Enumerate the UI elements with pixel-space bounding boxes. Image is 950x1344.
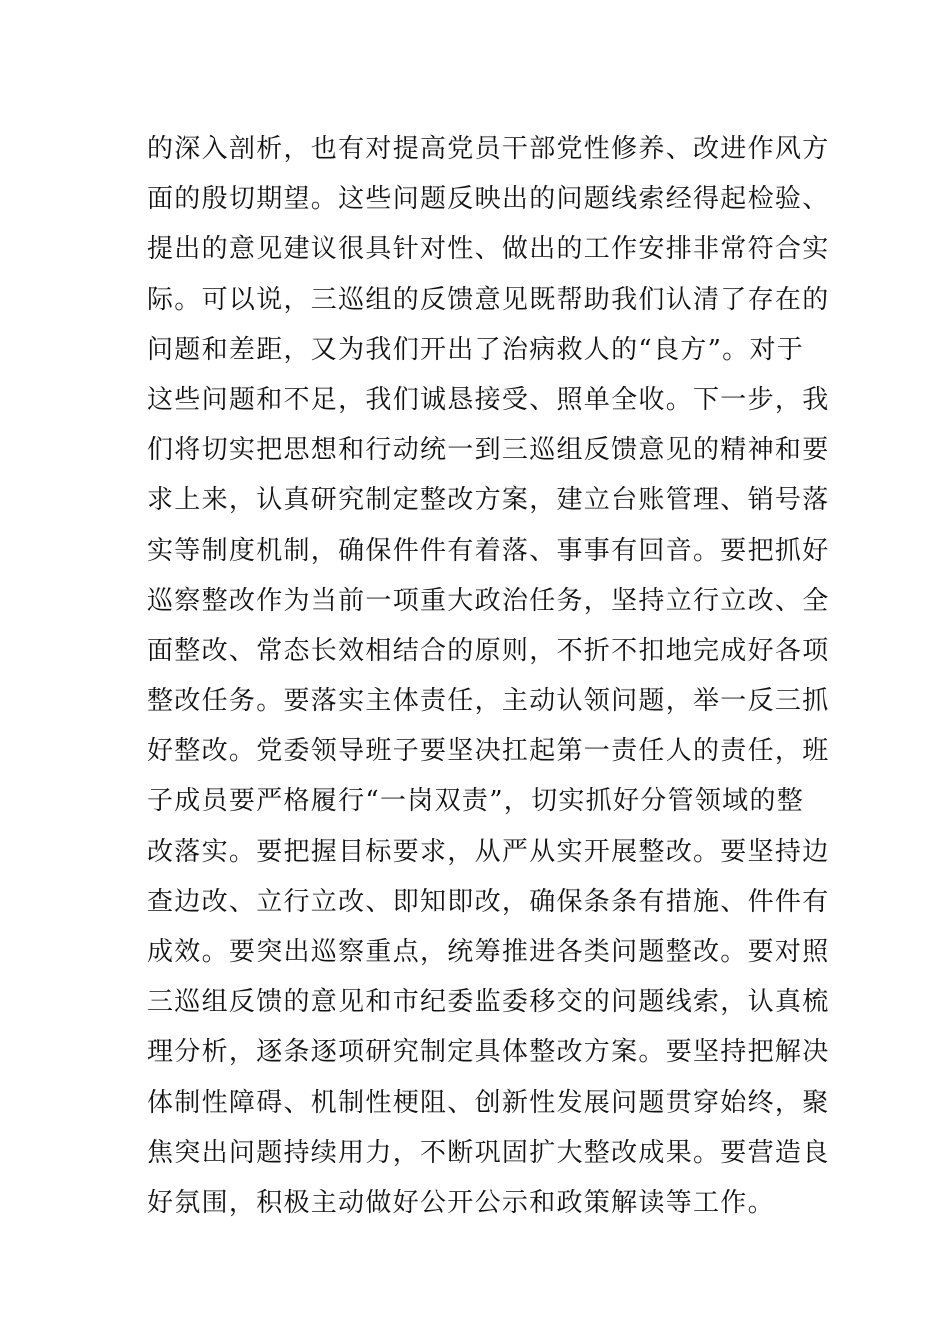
text-line: 提出的意见建议很具针对性、做出的工作安排非常符合实 xyxy=(147,234,830,265)
text-line: 巡察整改作为当前一项重大政治任务，坚持立行立改、全 xyxy=(147,585,830,616)
text-line: 成效。要突出巡察重点，统筹推进各类问题整改。要对照 xyxy=(147,937,830,967)
text-line: 改落实。要把握目标要求，从严从实开展整改。要坚持边 xyxy=(147,836,830,867)
text-line: 好整改。党委领导班子要坚决扛起第一责任人的责任，班 xyxy=(147,736,830,767)
text-line: 求上来，认真研究制定整改方案，建立台账管理、销号落 xyxy=(147,485,830,516)
text-line: 理分析，逐条逐项研究制定具体整改方案。要坚持把解决 xyxy=(147,1037,830,1068)
text-line: 三巡组反馈的意见和市纪委监委移交的问题线索，认真梳 xyxy=(147,987,830,1018)
text-line: 整改任务。要落实主体责任，主动认领问题，举一反三抓 xyxy=(147,686,830,717)
text-line: 查边改、立行立改、即知即改，确保条条有措施、件件有 xyxy=(147,886,830,917)
text-line: 实等制度机制，确保件件有着落、事事有回音。要把抓好 xyxy=(147,535,830,566)
text-line: 问题和差距，又为我们开出了治病救人的“良方”。对于 xyxy=(147,334,805,365)
text-line: 子成员要严格履行“一岗双责”，切实抓好分管领域的整 xyxy=(147,786,805,817)
text-line: 面的殷切期望。这些问题反映出的问题线索经得起检验、 xyxy=(147,184,830,215)
text-line: 体制性障碍、机制性梗阻、创新性发展问题贯穿始终，聚 xyxy=(147,1087,830,1118)
text-line: 们将切实把思想和行动统一到三巡组反馈意见的精神和要 xyxy=(147,435,830,466)
text-line: 这些问题和不足，我们诚恳接受、照单全收。下一步，我 xyxy=(147,384,830,415)
text-line: 面整改、常态长效相结合的原则，不折不扣地完成好各项 xyxy=(147,635,830,666)
body-paragraph xyxy=(147,124,830,1228)
text-line: 焦突出问题持续用力，不断巩固扩大整改成果。要营造良 xyxy=(147,1137,830,1168)
text-line: 的深入剖析，也有对提高党员干部党性修养、改进作风方 xyxy=(147,134,830,164)
text-line: 际。可以说，三巡组的反馈意见既帮助我们认清了存在的 xyxy=(147,284,830,315)
text-line: 好氛围，积极主动做好公开公示和政策解读等工作。 xyxy=(147,1187,775,1218)
